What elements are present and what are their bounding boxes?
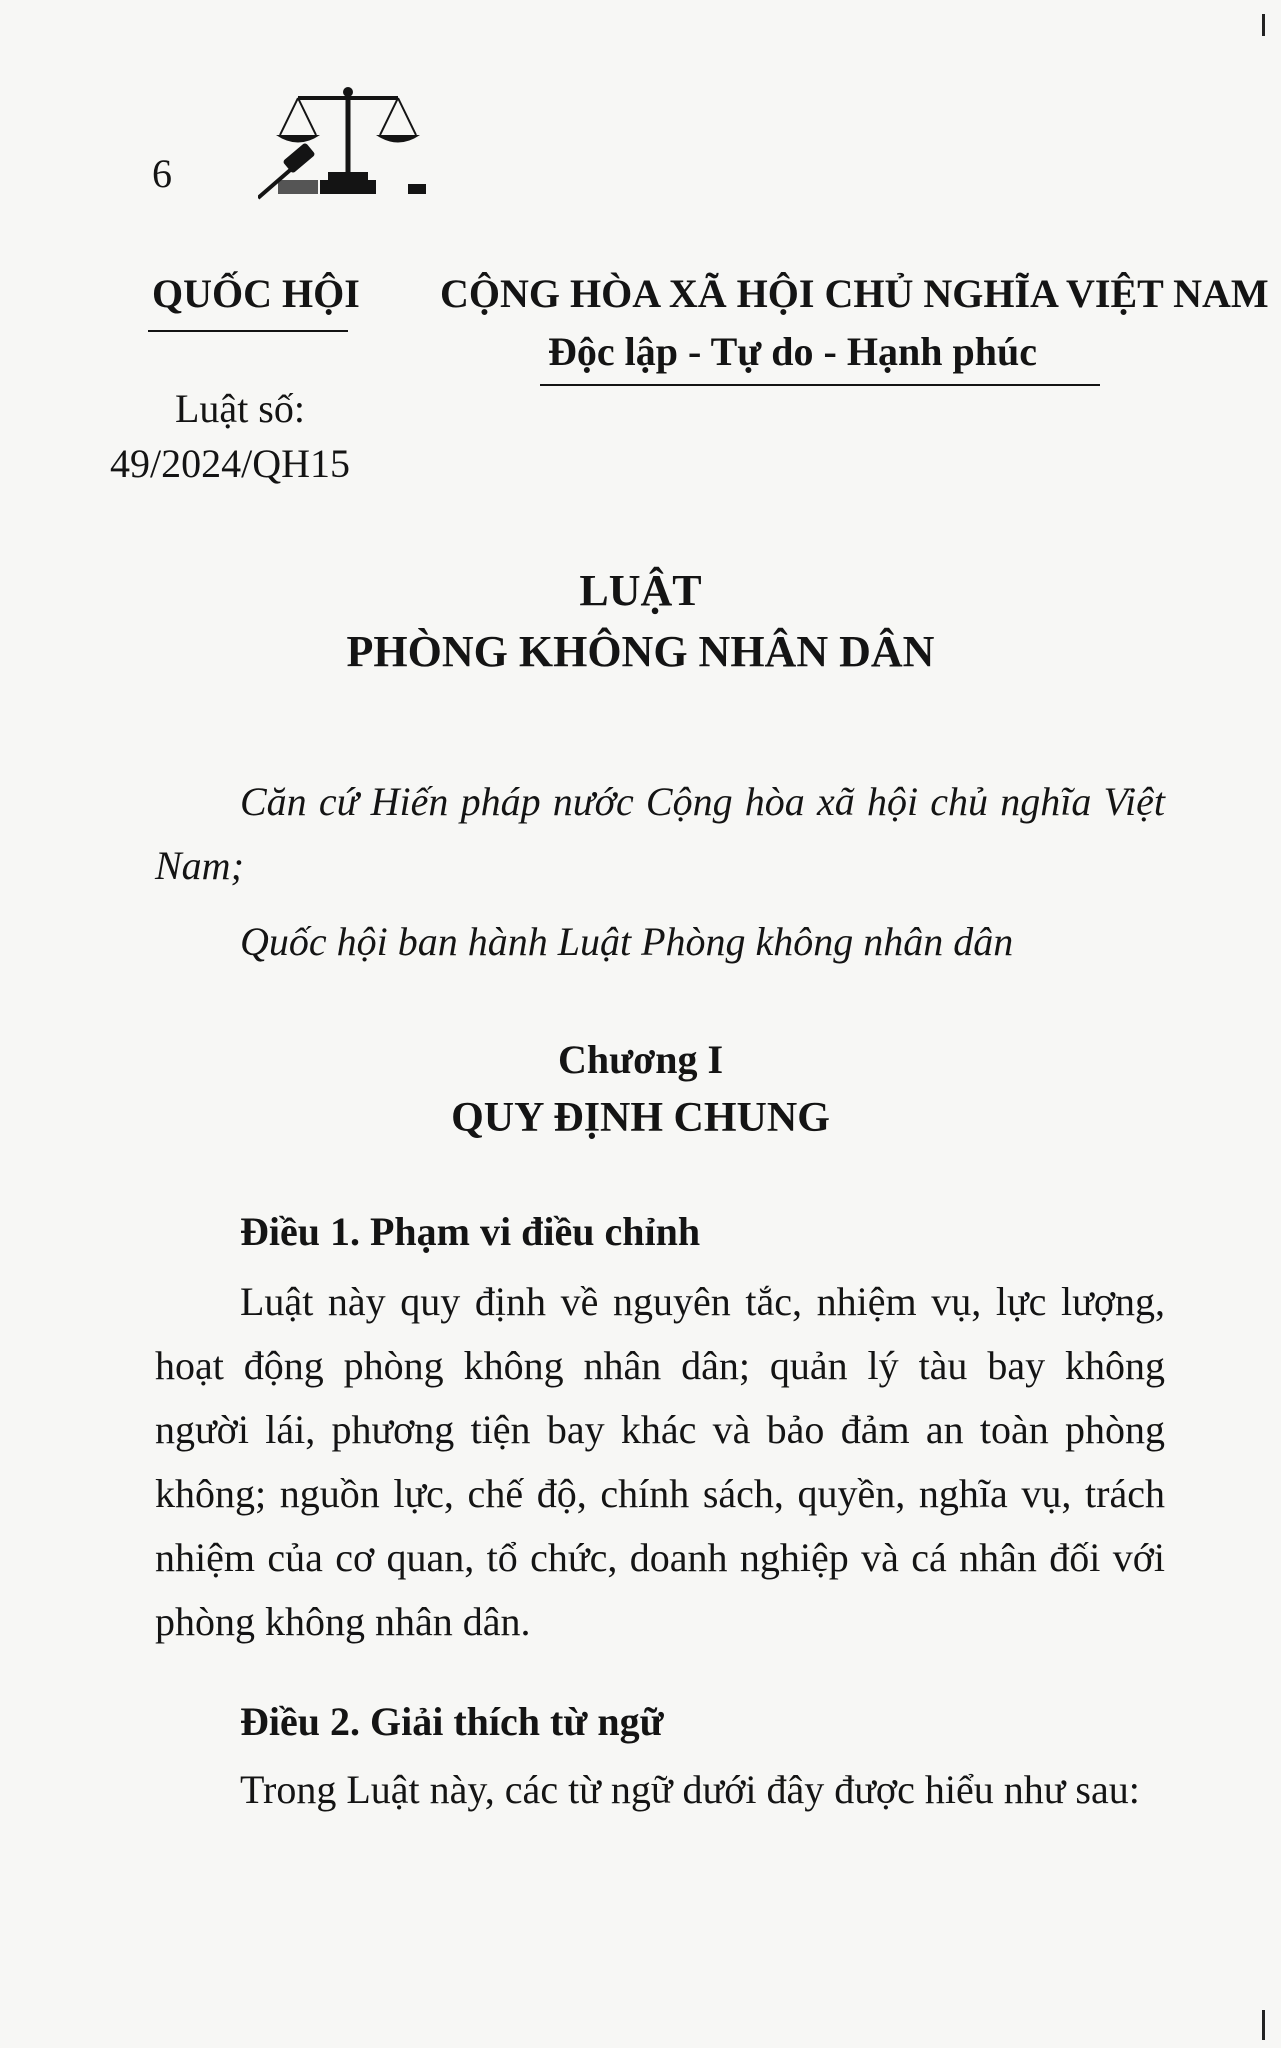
national-motto: Độc lập - Tự do - Hạnh phúc (548, 329, 1037, 374)
page-edge-mark-top (1262, 14, 1265, 36)
page-number: 6 (152, 151, 172, 196)
law-number: 49/2024/QH15 (110, 441, 350, 486)
article-1-text: Luật này quy định về nguyên tắc, nhiệm vụ, lực lượng, hoạt động phòng không nhân dân; quản lý tàu bay không người lái, phương tiện bay khác và bảo đảm an toàn phòng không; nguồn lực, chế độ, chính sách, quyền, nghĩa vụ, trách nhiệm của cơ quan, tổ chức, doanh nghiệp và cá nhân đối với phòng không nhân dân. (155, 1279, 1165, 1644)
nation-name: CỘNG HÒA XÃ HỘI CHỦ NGHĨA VIỆT NAM (440, 271, 1269, 316)
scales-of-justice-gavel-icon (258, 80, 438, 200)
organization-underline (148, 330, 348, 332)
organization-name: QUỐC HỘI (152, 271, 360, 316)
page-edge-mark-bottom (1262, 2010, 1265, 2040)
article-2-text: Trong Luật này, các từ ngữ dưới đây được hiểu như sau: (240, 1767, 1140, 1812)
article-2-heading: Điều 2. Giải thích từ ngữ (240, 1699, 664, 1744)
law-number-label: Luật số: (175, 386, 305, 431)
preamble-basis: Căn cứ Hiến pháp nước Cộng hòa xã hội chủ nghĩa Việt Nam; (155, 779, 1165, 888)
law-name-title: PHÒNG KHÔNG NHÂN DÂN (346, 627, 935, 676)
preamble-enactment: Quốc hội ban hành Luật Phòng không nhân dân (240, 919, 1014, 964)
document-type-title: LUẬT (579, 566, 702, 615)
article-1-heading: Điều 1. Phạm vi điều chỉnh (240, 1209, 701, 1254)
motto-underline (540, 384, 1100, 386)
chapter-number: Chương I (557, 1037, 724, 1082)
chapter-name: QUY ĐỊNH CHUNG (451, 1095, 830, 1141)
